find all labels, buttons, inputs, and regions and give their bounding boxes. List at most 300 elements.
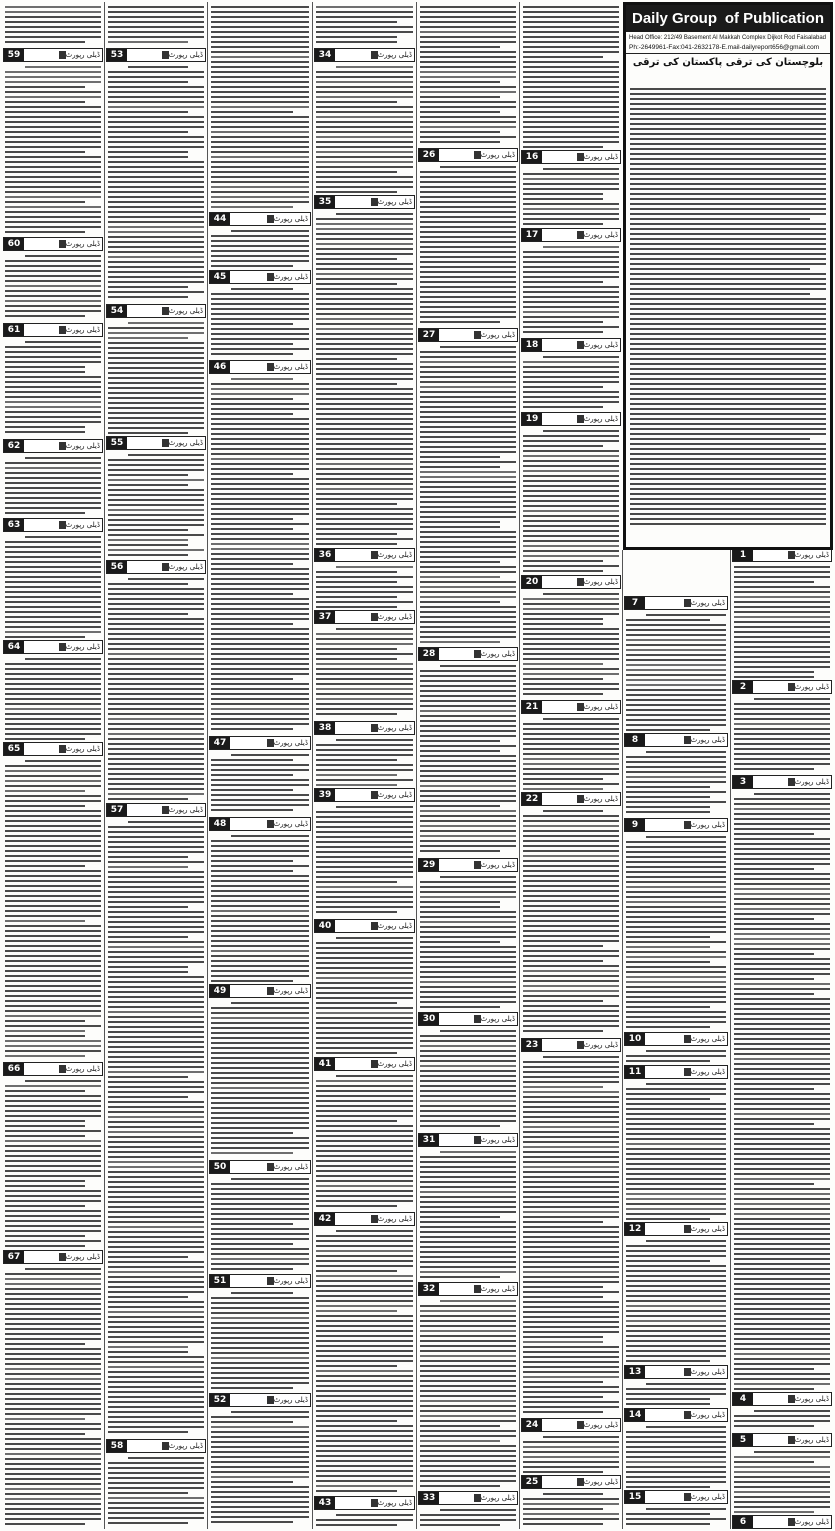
section-number: 32: [419, 1283, 439, 1295]
section-label: ڈیلی رپورٹ: [480, 151, 515, 159]
article-text: [420, 1506, 516, 1527]
article-line: [630, 368, 826, 370]
section-header: [521, 150, 621, 164]
section-label: ڈیلی رپورٹ: [794, 1395, 829, 1403]
article-text: [734, 1407, 830, 1431]
section-header: [624, 1222, 728, 1236]
article-line: [630, 133, 826, 135]
section-header: [3, 640, 103, 654]
article-text: [5, 1265, 101, 1527]
article-text: [108, 451, 204, 558]
column-divider: [207, 2, 208, 1529]
section-header: [418, 1133, 518, 1147]
masthead-title: [626, 5, 830, 32]
article-line: [630, 478, 826, 480]
masthead: [623, 2, 833, 550]
section-header: [732, 1515, 832, 1529]
section-number: 52: [210, 1394, 230, 1406]
section-number: 39: [315, 789, 335, 801]
section-number: 47: [210, 737, 230, 749]
section-number: 21: [522, 701, 542, 713]
article-text: [316, 803, 413, 917]
section-label: ڈیلی رپورٹ: [377, 791, 412, 799]
article-text: [211, 999, 309, 1158]
article-line: [630, 123, 826, 125]
article-text: [316, 625, 413, 719]
section-label: ڈیلی رپورٹ: [377, 724, 412, 732]
section-number: 30: [419, 1013, 439, 1025]
section-header: [418, 328, 518, 342]
section-label: ڈیلی رپورٹ: [583, 153, 618, 161]
article-line: [630, 503, 826, 505]
article-line: [630, 423, 826, 425]
section-label: ڈیلی رپورٹ: [690, 1411, 725, 1419]
section-number: 3: [733, 776, 753, 788]
section-number: 33: [419, 1492, 439, 1504]
section-label: ڈیلی رپورٹ: [377, 51, 412, 59]
article-text: [316, 63, 413, 193]
article-line: [630, 493, 826, 495]
article-line: [630, 178, 826, 180]
section-label: ڈیلی رپورٹ: [168, 307, 203, 315]
section-label: ڈیلی رپورٹ: [65, 326, 100, 334]
section-label: ڈیلی رپورٹ: [583, 703, 618, 711]
section-number: 31: [419, 1134, 439, 1146]
section-number: 62: [4, 440, 24, 452]
article-text: [211, 1289, 309, 1391]
section-header: [521, 792, 621, 806]
article-text: [316, 934, 413, 1055]
article-text: [211, 1408, 309, 1527]
article-text: [420, 163, 516, 326]
article-line: [630, 253, 826, 255]
section-number: 41: [315, 1058, 335, 1070]
section-label: ڈیلی رپورٹ: [65, 643, 100, 651]
section-number: 63: [4, 519, 24, 531]
column-4: [417, 2, 519, 1529]
article-text: [523, 353, 619, 410]
article-line: [630, 208, 826, 210]
lead-article-body: [630, 85, 826, 541]
section-label: ڈیلی رپورٹ: [168, 563, 203, 571]
section-label: ڈیلی رپورٹ: [65, 1065, 100, 1073]
article-line: [630, 218, 810, 220]
section-number: 50: [210, 1161, 230, 1173]
article-line: [630, 288, 826, 290]
section-header: [418, 858, 518, 872]
section-header: [209, 1393, 311, 1407]
article-line: [630, 278, 826, 280]
article-text: [626, 591, 726, 594]
section-header: [732, 680, 832, 694]
article-text: [108, 818, 204, 1437]
article-line: [630, 163, 826, 165]
section-number: 66: [4, 1063, 24, 1075]
article-text: [523, 590, 619, 698]
section-label: ڈیلی رپورٹ: [65, 745, 100, 753]
section-header: [521, 1475, 621, 1489]
section-number: 1: [733, 549, 753, 561]
article-line: [630, 128, 826, 130]
section-header: [418, 1012, 518, 1026]
section-label: ڈیلی رپورٹ: [273, 363, 308, 371]
section-header: [418, 148, 518, 162]
article-text: [420, 662, 516, 856]
article-line: [630, 363, 826, 365]
article-text: [523, 1490, 619, 1527]
article-line: [630, 103, 826, 105]
section-header: [732, 548, 832, 562]
section-number: 40: [315, 920, 335, 932]
section-number: 49: [210, 985, 230, 997]
section-number: 23: [522, 1039, 542, 1051]
section-header: [106, 436, 206, 450]
article-line: [630, 418, 826, 420]
article-line: [630, 228, 826, 230]
article-text: [211, 1175, 309, 1272]
article-text: [523, 427, 619, 573]
article-text: [211, 832, 309, 982]
article-line: [630, 298, 826, 300]
section-number: 42: [315, 1213, 335, 1225]
section-number: 2: [733, 681, 753, 693]
article-text: [5, 338, 101, 437]
section-number: 54: [107, 305, 127, 317]
column-6: [208, 2, 312, 1529]
article-text: [316, 1511, 413, 1527]
section-header: [3, 518, 103, 532]
article-line: [630, 313, 826, 315]
section-number: 65: [4, 743, 24, 755]
section-header: [624, 1065, 728, 1079]
article-line: [630, 523, 826, 525]
article-text: [420, 1148, 516, 1280]
article-text: [523, 243, 619, 336]
article-text: [626, 1080, 726, 1220]
section-number: 36: [315, 549, 335, 561]
article-line: [630, 398, 826, 400]
article-text: [626, 1380, 726, 1406]
section-label: ڈیلی رپورٹ: [583, 341, 618, 349]
section-number: 60: [4, 238, 24, 250]
article-line: [630, 118, 826, 120]
section-header: [106, 48, 206, 62]
section-header: [521, 700, 621, 714]
article-text: [108, 3, 204, 46]
section-header: [209, 270, 311, 284]
article-text: [523, 3, 619, 148]
article-line: [630, 158, 826, 160]
article-line: [630, 513, 826, 515]
section-header: [3, 439, 103, 453]
section-label: ڈیلی رپورٹ: [168, 806, 203, 814]
section-label: ڈیلی رپورٹ: [480, 1015, 515, 1023]
section-header: [624, 1032, 728, 1046]
article-line: [630, 193, 826, 195]
article-line: [630, 393, 826, 395]
section-header: [314, 721, 415, 735]
section-label: ڈیلی رپورٹ: [377, 198, 412, 206]
section-header: [314, 48, 415, 62]
section-header: [314, 1057, 415, 1071]
section-number: 67: [4, 1251, 24, 1263]
section-label: ڈیلی رپورٹ: [583, 1478, 618, 1486]
article-text: [420, 343, 516, 645]
section-header: [732, 1433, 832, 1447]
section-header: [624, 818, 728, 832]
section-number: 53: [107, 49, 127, 61]
section-header: [521, 412, 621, 426]
section-number: 44: [210, 213, 230, 225]
article-line: [630, 383, 826, 385]
article-text: [5, 63, 101, 235]
article-line: [630, 113, 826, 115]
article-line: [630, 373, 826, 375]
article-text: [108, 575, 204, 801]
section-header: [209, 736, 311, 750]
section-number: 8: [625, 734, 645, 746]
section-header: [314, 610, 415, 624]
article-line: [630, 198, 826, 200]
section-number: 28: [419, 648, 439, 660]
section-label: ڈیلی رپورٹ: [65, 240, 100, 248]
section-header: [3, 323, 103, 337]
article-text: [420, 1297, 516, 1489]
section-header: [314, 919, 415, 933]
article-line: [630, 413, 826, 415]
section-label: ڈیلی رپورٹ: [65, 521, 100, 529]
article-text: [420, 1027, 516, 1131]
section-header: [3, 48, 103, 62]
article-line: [630, 433, 826, 435]
article-line: [630, 508, 826, 510]
article-text: [626, 1423, 726, 1488]
section-label: ڈیلی رپورٹ: [690, 1225, 725, 1233]
section-header: [521, 1418, 621, 1432]
column-divider: [104, 2, 105, 1529]
section-header: [521, 575, 621, 589]
section-label: ڈیلی رپورٹ: [794, 683, 829, 691]
article-line: [630, 343, 826, 345]
section-header: [624, 596, 728, 610]
section-number: 4: [733, 1393, 753, 1405]
section-header: [418, 1282, 518, 1296]
article-line: [630, 138, 826, 140]
section-label: ڈیلی رپورٹ: [480, 861, 515, 869]
article-text: [626, 1505, 726, 1527]
article-text: [108, 1454, 204, 1527]
article-text: [626, 611, 726, 731]
section-number: 51: [210, 1275, 230, 1287]
column-divider: [519, 2, 520, 1529]
article-text: [211, 375, 309, 734]
section-number: 48: [210, 818, 230, 830]
section-label: ڈیلی رپورٹ: [690, 821, 725, 829]
article-line: [630, 448, 826, 450]
article-line: [630, 238, 826, 240]
article-text: [316, 563, 413, 608]
article-text: [5, 3, 101, 46]
article-line: [630, 358, 826, 360]
article-line: [630, 318, 826, 320]
article-line: [630, 303, 826, 305]
section-header: [209, 984, 311, 998]
column-divider: [730, 545, 731, 1529]
section-label: ڈیلی رپورٹ: [794, 1518, 829, 1526]
masthead-title-right: of Publication: [724, 10, 824, 27]
article-line: [630, 308, 826, 310]
article-line: [630, 498, 826, 500]
section-header: [209, 1274, 311, 1288]
article-line: [630, 438, 810, 440]
column-divider: [312, 2, 313, 1529]
section-label: ڈیلی رپورٹ: [690, 1493, 725, 1501]
column-5: [313, 2, 416, 1529]
section-header: [209, 1160, 311, 1174]
article-line: [630, 458, 826, 460]
section-label: ڈیلی رپورٹ: [377, 613, 412, 621]
section-header: [3, 237, 103, 251]
section-label: ڈیلی رپورٹ: [794, 778, 829, 786]
article-text: [211, 3, 309, 210]
section-number: 29: [419, 859, 439, 871]
column-7: [105, 2, 207, 1529]
column-divider: [416, 2, 417, 1529]
article-line: [630, 468, 826, 470]
article-line: [630, 183, 826, 185]
section-number: 14: [625, 1409, 645, 1421]
section-label: ڈیلی رپورٹ: [273, 1396, 308, 1404]
section-label: ڈیلی رپورٹ: [168, 439, 203, 447]
article-text: [734, 563, 830, 678]
section-number: 15: [625, 1491, 645, 1503]
article-text: [626, 1047, 726, 1063]
article-text: [211, 285, 309, 358]
section-number: 64: [4, 641, 24, 653]
article-text: [5, 1077, 101, 1248]
section-header: [106, 1439, 206, 1453]
section-number: 13: [625, 1366, 645, 1378]
section-number: 22: [522, 793, 542, 805]
article-text: [734, 790, 830, 1390]
article-line: [630, 168, 826, 170]
section-header: [106, 304, 206, 318]
article-text: [316, 210, 413, 546]
column-8: [2, 2, 104, 1529]
section-number: 18: [522, 339, 542, 351]
section-label: ڈیلی رپورٹ: [690, 736, 725, 744]
section-label: ڈیلی رپورٹ: [377, 1499, 412, 1507]
article-line: [630, 453, 826, 455]
section-header: [732, 775, 832, 789]
section-label: ڈیلی رپورٹ: [273, 273, 308, 281]
section-number: 55: [107, 437, 127, 449]
section-number: 46: [210, 361, 230, 373]
section-label: ڈیلی رپورٹ: [273, 1163, 308, 1171]
section-number: 57: [107, 804, 127, 816]
article-line: [630, 388, 826, 390]
section-number: 26: [419, 149, 439, 161]
article-text: [5, 454, 101, 516]
section-label: ڈیلی رپورٹ: [583, 1041, 618, 1049]
section-number: 59: [4, 49, 24, 61]
column-1: [731, 545, 833, 1529]
section-label: ڈیلی رپورٹ: [583, 578, 618, 586]
section-number: 6: [733, 1516, 753, 1528]
section-label: ڈیلی رپورٹ: [794, 551, 829, 559]
article-text: [523, 1433, 619, 1473]
section-header: [3, 742, 103, 756]
section-label: ڈیلی رپورٹ: [65, 442, 100, 450]
article-line: [630, 273, 826, 275]
section-label: ڈیلی رپورٹ: [583, 795, 618, 803]
article-text: [523, 807, 619, 1036]
article-text: [626, 833, 726, 1030]
article-line: [630, 98, 826, 100]
article-line: [630, 143, 826, 145]
section-header: [418, 1491, 518, 1505]
section-header: [209, 817, 311, 831]
section-label: ڈیلی رپورٹ: [273, 820, 308, 828]
article-text: [316, 1072, 413, 1210]
section-label: ڈیلی رپورٹ: [377, 1215, 412, 1223]
section-number: 61: [4, 324, 24, 336]
article-line: [630, 223, 826, 225]
section-label: ڈیلی رپورٹ: [480, 331, 515, 339]
article-line: [630, 488, 826, 490]
masthead-title-left: Daily Group: [632, 10, 718, 27]
section-header: [521, 1038, 621, 1052]
section-label: ڈیلی رپورٹ: [480, 1136, 515, 1144]
article-text: [734, 1448, 830, 1513]
article-line: [630, 353, 826, 355]
article-line: [630, 463, 826, 465]
section-label: ڈیلی رپورٹ: [690, 1035, 725, 1043]
section-label: ڈیلی رپورٹ: [480, 1285, 515, 1293]
section-header: [314, 1212, 415, 1226]
article-line: [630, 518, 826, 520]
section-header: [418, 647, 518, 661]
section-header: [209, 360, 311, 374]
article-line: [630, 148, 826, 150]
section-header: [314, 1496, 415, 1510]
article-text: [316, 3, 413, 46]
section-number: 19: [522, 413, 542, 425]
article-text: [5, 252, 101, 321]
section-number: 58: [107, 1440, 127, 1452]
section-header: [624, 733, 728, 747]
article-text: [523, 1053, 619, 1416]
article-text: [108, 63, 204, 302]
article-text: [211, 751, 309, 815]
article-text: [523, 715, 619, 790]
article-line: [630, 173, 826, 175]
section-number: 20: [522, 576, 542, 588]
article-text: [316, 736, 413, 786]
section-header: [3, 1062, 103, 1076]
masthead-contact: Ph:-2649961-Fax:041-2632178-E.mail-dailyreport656@gmail.com: [626, 43, 830, 54]
section-number: 17: [522, 229, 542, 241]
article-line: [630, 338, 826, 340]
section-header: [624, 1490, 728, 1504]
article-line: [630, 428, 826, 430]
section-label: ڈیلی رپورٹ: [168, 51, 203, 59]
section-label: ڈیلی رپورٹ: [65, 51, 100, 59]
masthead-address: Head Office: 212/49 Basement Al Makkah Complex Dijkot Rod Faisalabad: [629, 35, 826, 41]
section-label: ڈیلی رپورٹ: [480, 1494, 515, 1502]
section-number: 9: [625, 819, 645, 831]
section-number: 35: [315, 196, 335, 208]
